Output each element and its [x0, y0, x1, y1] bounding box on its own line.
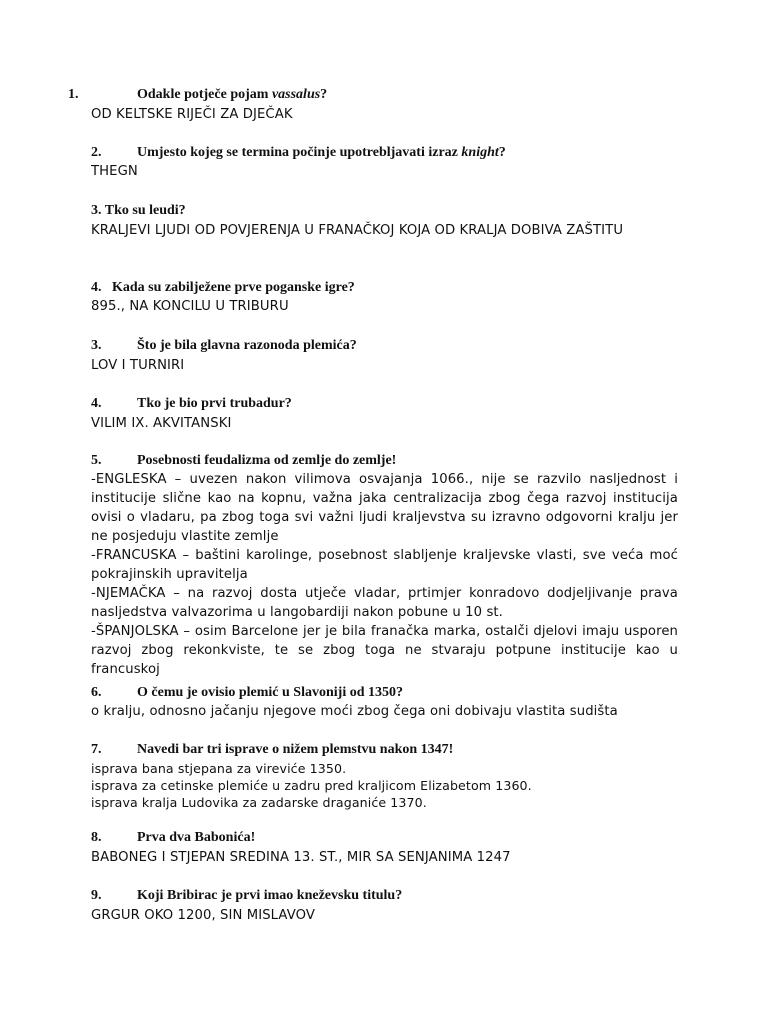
question-number: 7.: [91, 742, 102, 757]
answer-paragraph: -FRANCUSKA – baštini karolinge, posebnost slabljenje kraljevske vlasti, sve veća moć pokrajinskih upravitelja: [91, 548, 678, 582]
question-block-7: [91, 452, 678, 679]
answer-paragraph: -NJEMAČKA – na razvoj dosta utječe vladar, prtimjer konradovo dodjeljivanje prava nasljedstva valvazorima u langobardiji nakon pobune u 10 st.: [91, 586, 678, 620]
question-block-3: [91, 202, 678, 240]
answer: GRGUR OKO 1200, SIN MISLAVOV: [91, 908, 315, 923]
question-block-6: [91, 395, 678, 433]
answer: KRALJEVI LJUDI OD POVJERENJA U FRANAČKOJ KOJA OD KRALJA DOBIVA ZAŠTITU: [91, 223, 624, 238]
question-block-2: [91, 144, 678, 181]
question-block-9: [91, 741, 678, 811]
question-heading: 3. Tko su leudi?: [91, 203, 186, 218]
question-number: 8.: [91, 830, 102, 845]
question-heading: 3. Što je bila glavna razonoda plemića?: [91, 338, 357, 353]
question-heading: 9. Koji Bribirac je prvi imao kneževsku titulu?: [91, 888, 403, 903]
question-number: 3.: [91, 338, 102, 353]
question-heading: 1. Odakle potječe pojam vassalus?: [68, 87, 328, 102]
answer: isprava bana stjepana za vireviće 1350. isprava za cetinske plemiće u zadru pred kraljicom Elizabetom 1360. isprava kralja Ludovika za zadarske draganiće 1370.: [91, 761, 532, 810]
answer: [91, 470, 678, 679]
question-block-5: [91, 337, 678, 375]
question-heading: 8. Prva dva Babonića!: [91, 830, 256, 845]
question-number: 5.: [91, 453, 102, 468]
question-block-11: [91, 887, 678, 925]
question-heading: 6. O čemu je ovisio plemić u Slavoniji od 1350?: [91, 685, 403, 700]
answer-paragraph: -ENGLESKA – uvezen nakon vilimova osvajanja 1066., nije se razvilo nasljednost i institucije slične kao na kopnu, važna jaka centralizacija zbog čega razvoj institucija ovisi o vladaru, pa zbog toga svi važni ljudi kraljevstva su izravno odgovorni kralju jer ne posjeduju vlastite zemlje: [91, 472, 678, 544]
question-block-10: [91, 829, 678, 867]
question-number: 4.: [91, 396, 102, 411]
answer: LOV I TURNIRI: [91, 358, 185, 373]
answer: OD KELTSKE RIJEČI ZA DJEČAK: [91, 107, 293, 122]
question-heading: 4. Kada su zabilježene prve poganske igre?: [91, 280, 355, 295]
question-heading: 7. Navedi bar tri isprave o nižem plemstvu nakon 1347!: [91, 742, 454, 757]
question-number: 9.: [91, 888, 102, 903]
question-heading: 4. Tko je bio prvi trubadur?: [91, 396, 292, 411]
answer-paragraph: -ŠPANJOLSKA – osim Barcelone jer je bila franačka marka, ostalči djelovi imaju usporen razvoj zbog rekonkviste, te se zbog toga ne stvaraju potpune institucije kao u francuskoj: [91, 624, 678, 677]
answer: o kralju, odnosno jačanju njegove moći zbog čega oni dobivaju vlastita sudišta: [91, 704, 618, 719]
question-number: 6.: [91, 685, 102, 700]
answer: BABONEG I STJEPAN SREDINA 13. ST., MIR SA SENJANIMA 1247: [91, 850, 511, 865]
question-number: 1.: [68, 87, 79, 102]
question-block-4: [91, 279, 678, 316]
answer: VILIM IX. AKVITANSKI: [91, 416, 232, 431]
answer: 895., NA KONCILU U TRIBURU: [91, 299, 289, 314]
answer: THEGN: [91, 164, 138, 179]
question-heading: 2. Umjesto kojeg se termina počinje upotrebljavati izraz knight?: [91, 145, 506, 160]
question-number: 2.: [91, 145, 102, 160]
question-block-8: [91, 684, 678, 721]
question-block-1: [68, 86, 678, 124]
question-heading: 5. Posebnosti feudalizma od zemlje do zemlje!: [91, 453, 397, 468]
